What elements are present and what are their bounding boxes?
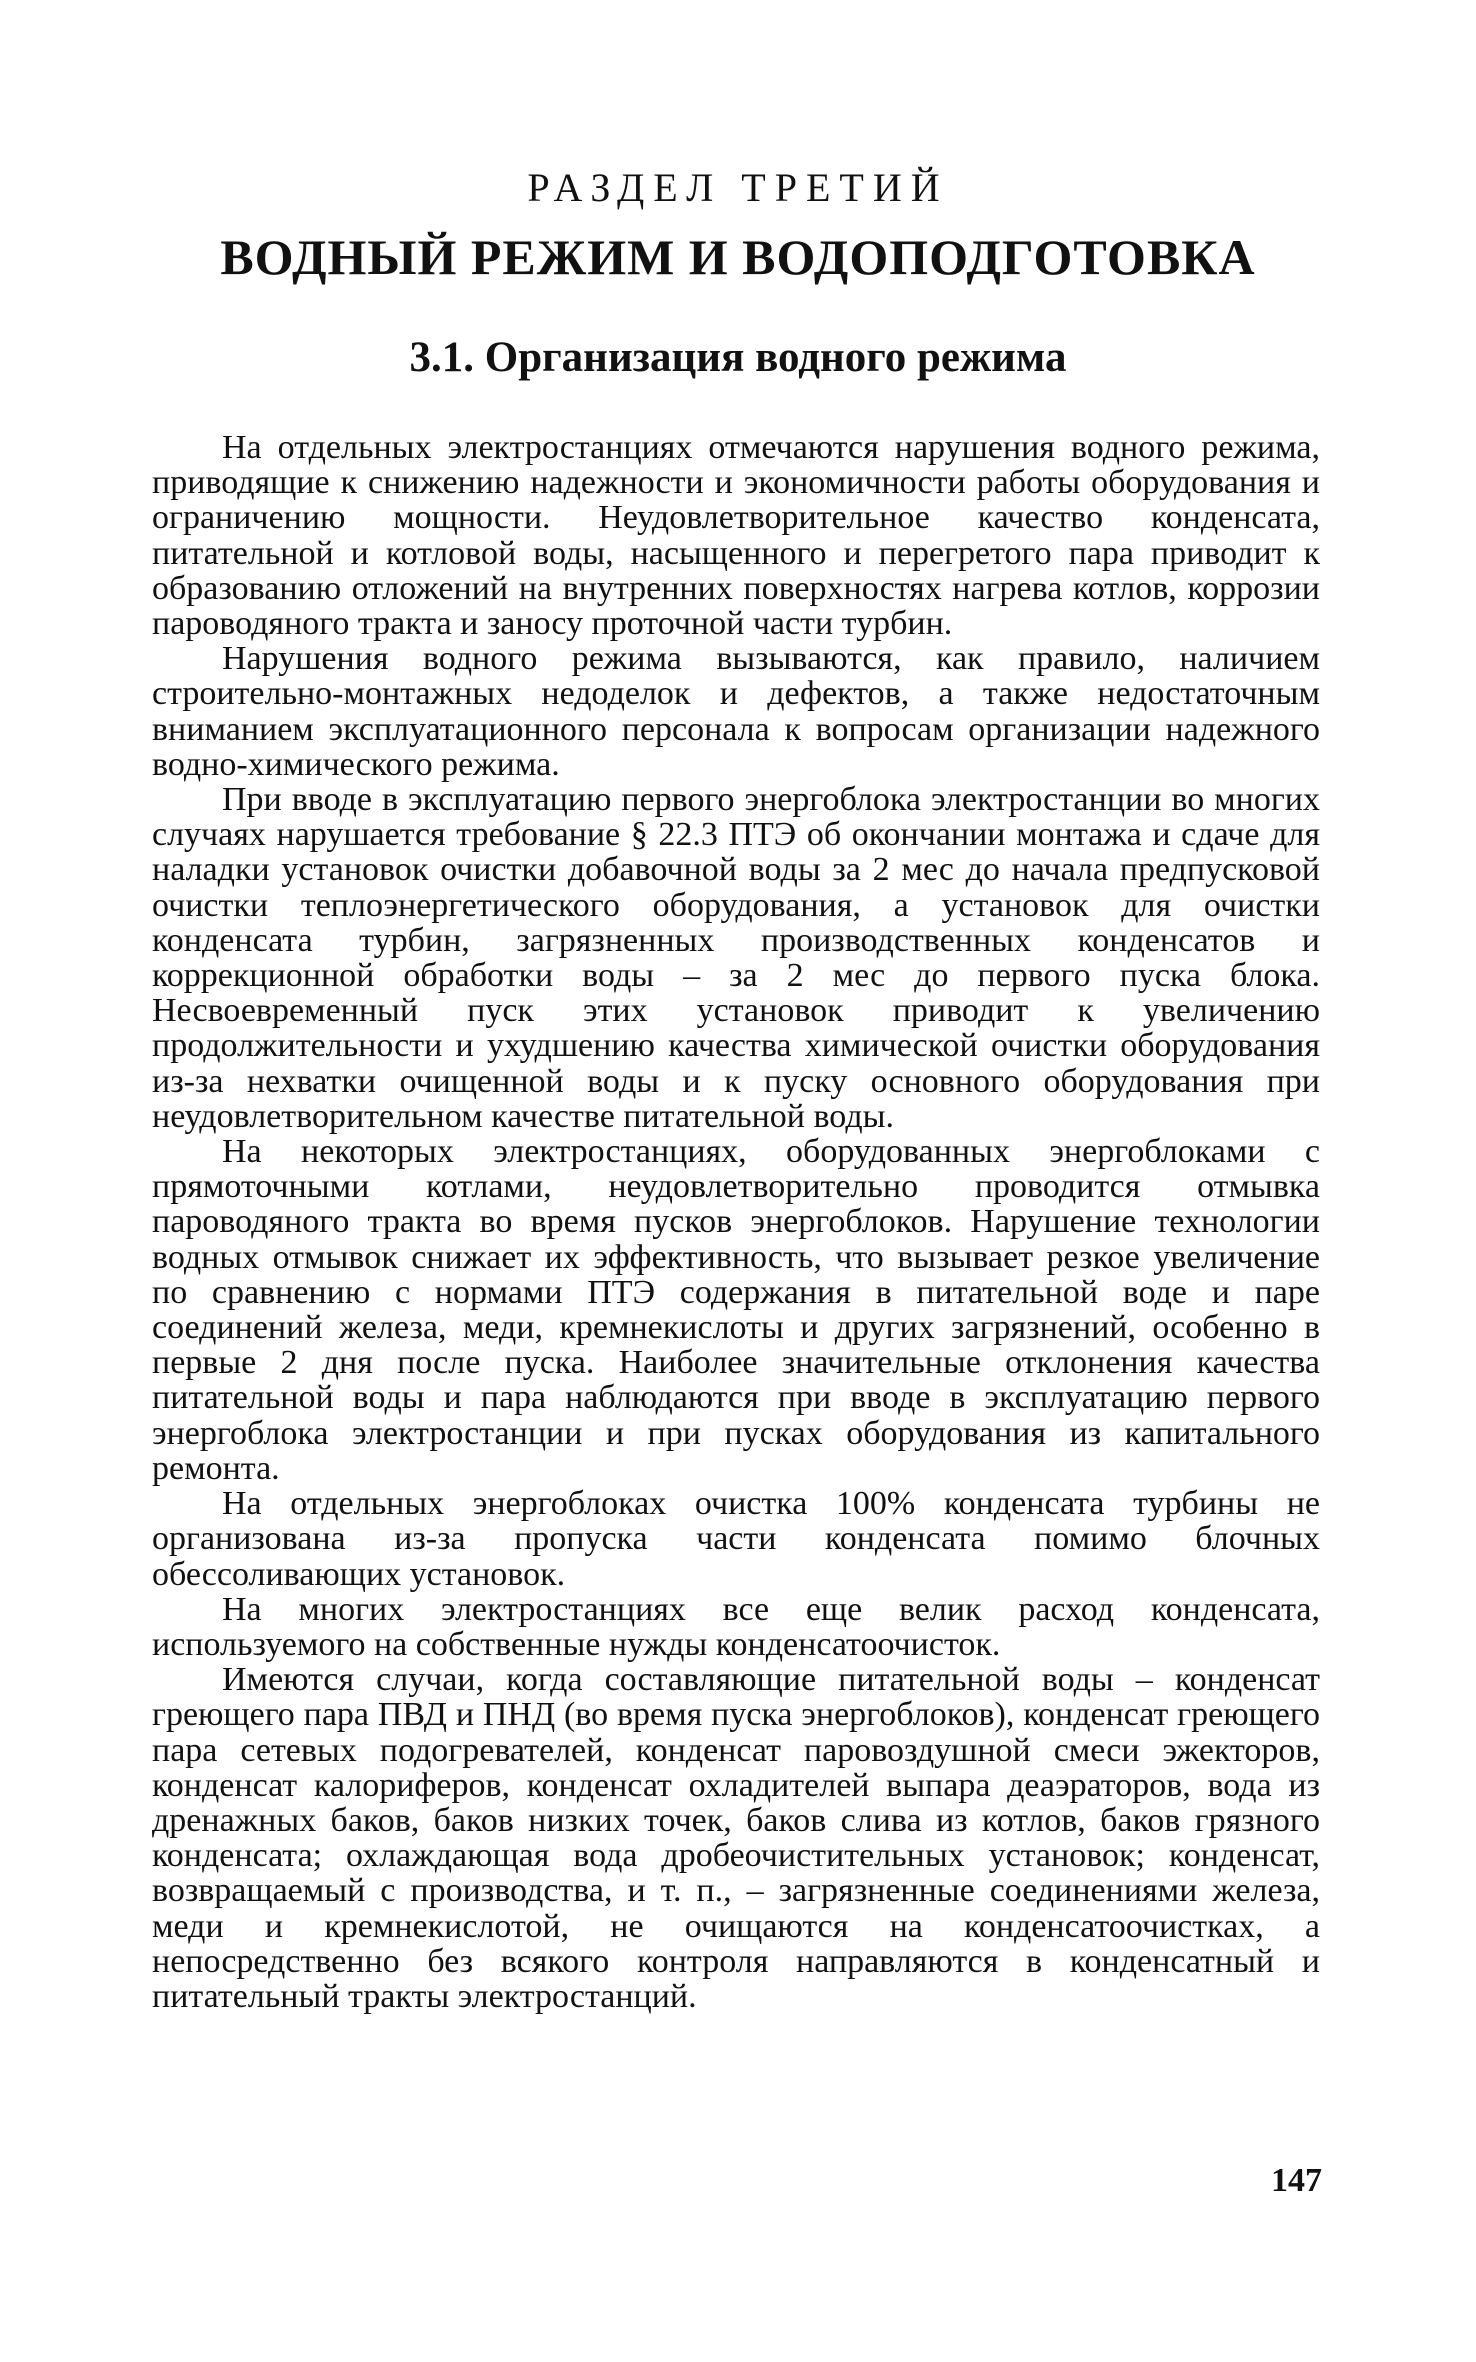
paragraph-7: Имеются случаи, когда составляющие питательной воды – конденсат греющего пара ПВД и ПНД (во время пуска энергоблоков), конденсат греющего пара сетевых подогревателей, конденсат паровоздушной смеси эжекторов, конденсат калориферов, конденсат охладителей выпара деаэраторов, вода из дренажных баков, баков низких точек, баков слива из котлов, баков грязного конденсата; охлаждающая вода дробеочистительных установок; конденсат, возвращаемый с производства, и т. п., – загрязненные соединениями железа, меди и кремнекислотой, не очищаются на конденсатоочистках, а непосредственно без всякого контроля направляются в конденсатный и питательный тракты электростанций. xyxy=(152,1661,1320,2015)
paragraph-3: При вводе в эксплуатацию первого энергоблока электростанции во многих случаях нарушается требование § 22.3 ПТЭ об окончании монтажа и сдаче для наладки установок очистки добавочной воды за 2 мес до начала предпусковой очистки теплоэнергетического оборудования, а установок для очистки конденсата турбин, загрязненных производственных конденсатов и коррекционной обработки воды – за 2 мес до первого пуска блока. Несвоевременный пуск этих установок приводит к увеличению продолжительности и ухудшению качества химической очистки оборудования из-за нехватки очищенной воды и к пуску основного оборудования при неудовлетворительном качестве питательной воды. xyxy=(152,781,1320,1135)
paragraph-1: На отдельных электростанциях отмечаются нарушения водного режима, приводящие к снижению надежности и экономичности работы оборудования и ограничению мощности. Неудовлетворительное качество конденсата, питательной и котловой воды, насыщенного и перегретого пара приводит к образованию отложений на внутренних поверхностях нагрева котлов, коррозии пароводяного тракта и заносу проточной части турбин. xyxy=(152,429,1320,643)
paragraph-5: На отдельных энергоблоках очистка 100% конденсата турбины не организована из-за пропуска части конденсата помимо блочных обессоливающих установок. xyxy=(152,1485,1320,1593)
body-text xyxy=(152,430,1320,2014)
paragraph-6: На многих электростанциях все еще велик расход конденсата, используемого на собственные нужды конденсатоочисток. xyxy=(152,1590,1320,1663)
paragraph-2: Нарушения водного режима вызываются, как правило, наличием строительно-монтажных недоделок и дефектов, а также недостаточным вниманием эксплуатационного персонала к вопросам организации надежного водно-химического режима. xyxy=(152,640,1320,783)
subsection-title: 3.1. Организация водного режима xyxy=(409,334,1067,381)
section-kicker: РАЗДЕЛ ТРЕТИЙ xyxy=(527,165,949,210)
paragraph-4: На некоторых электростанциях, оборудованных энергоблоками с прямоточными котлами, неудовлетворительно проводится отмывка пароводяного тракта во время пусков энергоблоков. Нарушение технологии водных отмывок снижает их эффективность, что вызывает резкое увеличение по сравнению с нормами ПТЭ содержания в питательной воде и паре соединений железа, меди, кремнекислоты и других загрязнений, особенно в первые 2 дня после пуска. Наиболее значительные отклонения качества питательной воды и пара наблюдаются при вводе в эксплуатацию первого энергоблока электростанции и при пусках оборудования из капитального ремонта. xyxy=(152,1133,1320,1487)
section-title: ВОДНЫЙ РЕЖИМ И ВОДОПОДГОТОВКА xyxy=(220,229,1256,285)
page-number: 147 xyxy=(1271,2162,1322,2199)
